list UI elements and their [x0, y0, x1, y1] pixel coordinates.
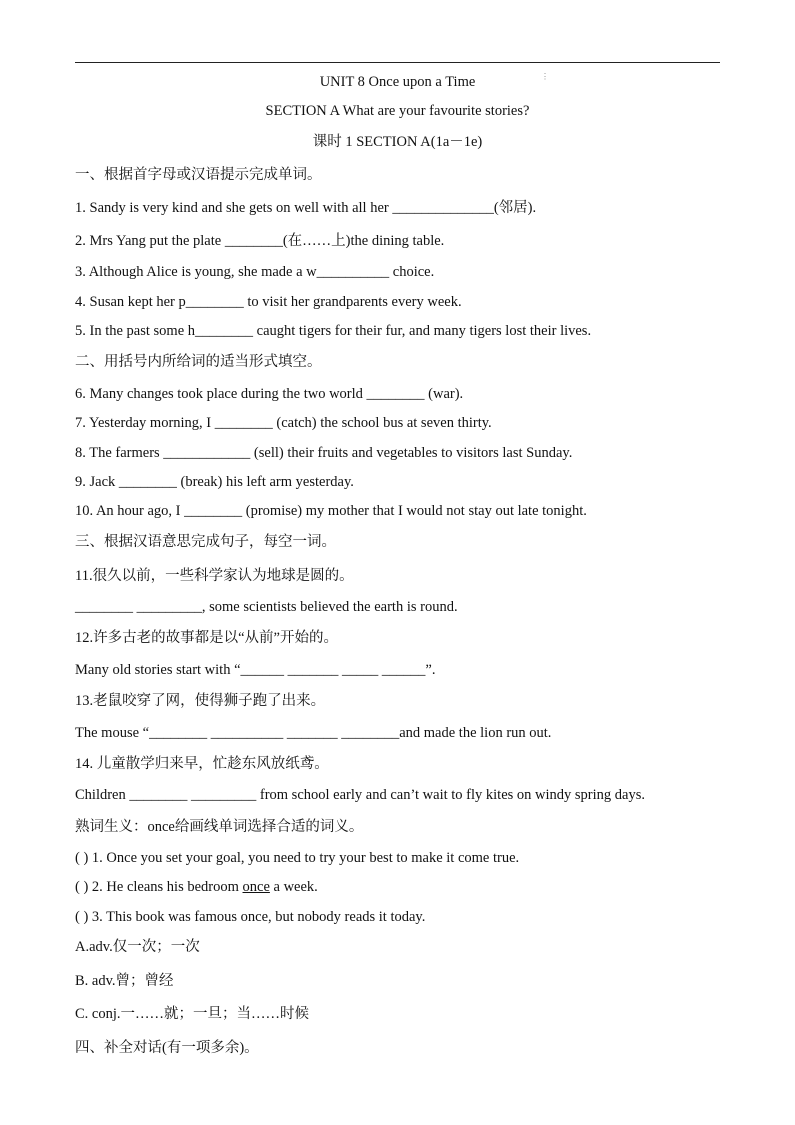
- part3-heading: 三、根据汉语意思完成句子，每空一词。: [75, 534, 336, 550]
- vocab-question-2: [75, 878, 318, 896]
- question-7: 7. Yesterday morning, I ________ (catch) the school bus at seven thirty.: [75, 415, 492, 431]
- lesson-title: 课时 1 SECTION A(1a－1e): [312, 134, 483, 150]
- question-14-prompt: 14. 儿童散学归来早，忙趁东风放纸鸢。: [75, 756, 329, 772]
- part2-heading: 二、用括号内所给词的适当形式填空。: [75, 354, 322, 370]
- vocab-heading: 熟词生义：once给画线单词选择合适的词义。: [75, 819, 364, 835]
- underlined-word: once: [242, 879, 270, 895]
- question-12-prompt: 12.许多古老的故事都是以“从前”开始的。: [75, 630, 338, 646]
- vocab-question-1: ( ) 1. Once you set your goal, you need to try your best to make it come true.: [75, 850, 520, 866]
- header-rule: [75, 62, 720, 63]
- part4-heading: 四、补全对话(有一项多余)。: [75, 1040, 259, 1056]
- vocab-question-3: ( ) 3. This book was famous once, but nobody reads it today.: [75, 909, 426, 925]
- part1-heading: 一、根据首字母或汉语提示完成单词。: [75, 167, 322, 183]
- question-13-sentence: The mouse “________ __________ _______ ________and made the lion run out.: [75, 725, 552, 741]
- section-title: SECTION A What are your favourite stories?: [265, 103, 530, 119]
- option-c: C. conj.一……就；一旦；当……时候: [75, 1006, 310, 1022]
- header-mark: ⋮: [541, 72, 549, 81]
- question-1: 1. Sandy is very kind and she gets on well with all her ______________(邻居).: [75, 200, 537, 216]
- vocab-question-2-before: ( ) 2. He cleans his bedroom: [75, 879, 243, 895]
- vocab-question-2-after: a week.: [269, 879, 318, 895]
- question-11-prompt: 11.很久以前，一些科学家认为地球是圆的。: [75, 568, 354, 584]
- question-8: 8. The farmers ____________ (sell) their fruits and vegetables to visitors last Sunday.: [75, 445, 573, 461]
- option-a: A.adv.仅一次；一次: [75, 939, 200, 955]
- question-13-prompt: 13.老鼠咬穿了网，使得狮子跑了出来。: [75, 693, 326, 709]
- question-6: 6. Many changes took place during the two world ________ (war).: [75, 386, 464, 402]
- question-9: 9. Jack ________ (break) his left arm yesterday.: [75, 474, 354, 490]
- option-b: B. adv.曾；曾经: [75, 973, 174, 989]
- question-5: 5. In the past some h________ caught tigers for their fur, and many tigers lost their lives.: [75, 323, 592, 339]
- question-3: 3. Although Alice is young, she made a w__________ choice.: [75, 264, 435, 280]
- question-12-sentence: Many old stories start with “______ _______ _____ ______”.: [75, 662, 436, 678]
- question-11-sentence: ________ _________, some scientists believed the earth is round.: [75, 599, 458, 615]
- question-4: 4. Susan kept her p________ to visit her grandparents every week.: [75, 294, 462, 310]
- unit-title: UNIT 8 Once upon a Time: [319, 74, 476, 90]
- question-10: 10. An hour ago, I ________ (promise) my mother that I would not stay out late tonight.: [75, 503, 587, 519]
- question-14-sentence: Children ________ _________ from school early and can’t wait to fly kites on windy spring days.: [75, 787, 645, 803]
- question-2: 2. Mrs Yang put the plate ________(在……上)the dining table.: [75, 233, 445, 249]
